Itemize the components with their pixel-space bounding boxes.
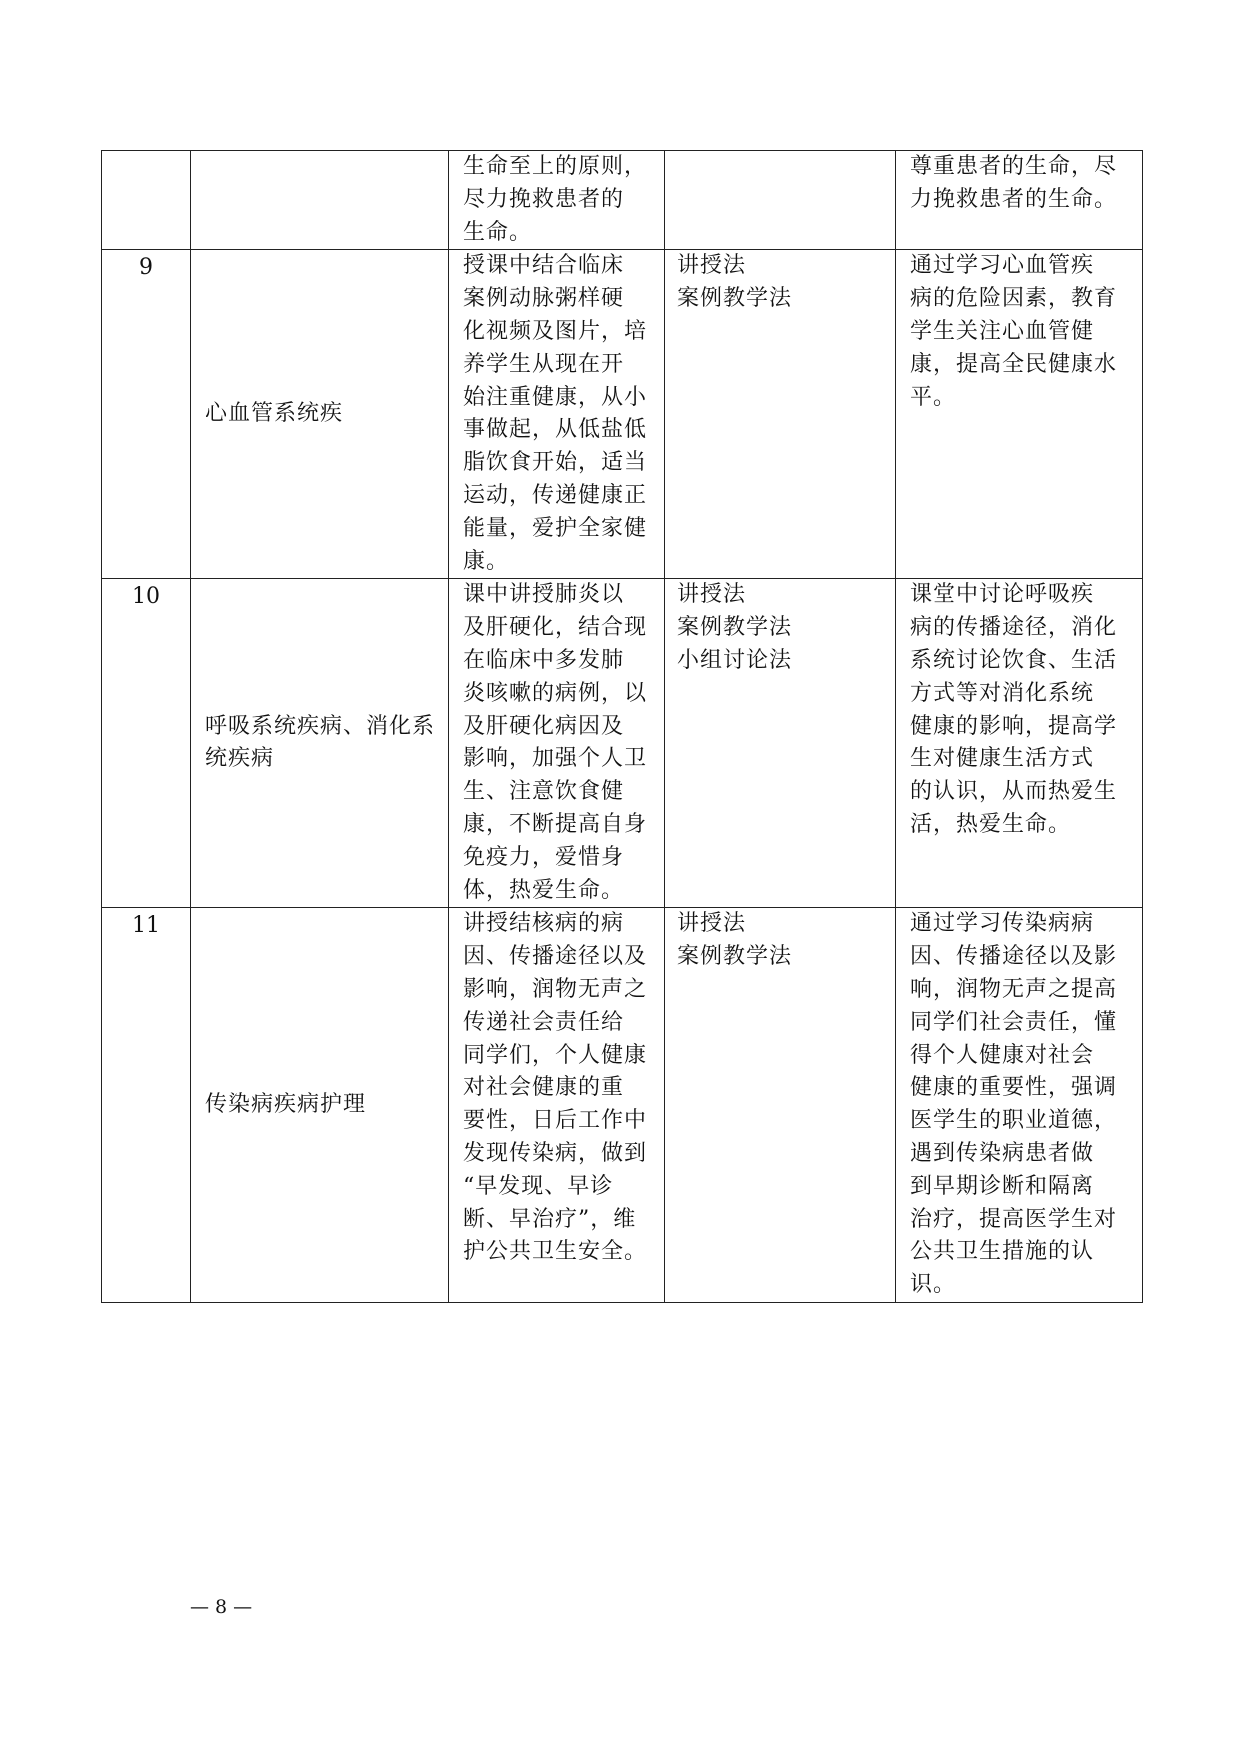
method-line: 案例教学法 bbox=[677, 615, 793, 641]
goal-line: 响，润物无声之提高 bbox=[910, 976, 1118, 1002]
goal-line: 健康的影响，提高学 bbox=[910, 713, 1118, 739]
goal-line: 得个人健康对社会 bbox=[910, 1042, 1095, 1068]
content-line: 生、注意饮食健 bbox=[463, 779, 625, 805]
content-line: 康。 bbox=[463, 548, 510, 574]
goal-line: 遇到传染病患者做 bbox=[910, 1140, 1095, 1166]
goal-line: 平。 bbox=[910, 384, 957, 410]
content-line: 案例动脉粥样硬 bbox=[463, 286, 625, 312]
row-topic: 心血管系统疾 bbox=[191, 250, 449, 579]
method-line: 小组讨论法 bbox=[677, 647, 793, 673]
goal-line: 力挽救患者的生命。 bbox=[910, 186, 1118, 212]
row-number bbox=[102, 151, 191, 250]
content-line: 讲授结核病的病 bbox=[463, 911, 625, 937]
content-line: 传递社会责任给 bbox=[463, 1009, 625, 1035]
goal-line: 到早期诊断和隔离 bbox=[910, 1173, 1095, 1199]
row-methods bbox=[665, 151, 896, 250]
goal-line: 治疗，提高医学生对 bbox=[910, 1206, 1118, 1232]
method-line: 案例教学法 bbox=[677, 286, 793, 312]
content-line: 及肝硬化病因及 bbox=[463, 713, 625, 739]
content-line: 影响，润物无声之 bbox=[463, 976, 648, 1002]
goal-line: 的认识，从而热爱生 bbox=[910, 779, 1118, 805]
row-number: 11 bbox=[102, 908, 191, 1303]
content-line: 同学们，个人健康 bbox=[463, 1042, 648, 1068]
row-goal bbox=[896, 579, 1143, 908]
content-line: 生命。 bbox=[463, 219, 533, 245]
table-row bbox=[102, 579, 1143, 908]
content-line: 尽力挽救患者的 bbox=[463, 186, 625, 212]
goal-line: 健康的重要性，强调 bbox=[910, 1075, 1118, 1101]
row-content bbox=[449, 151, 665, 250]
row-goal bbox=[896, 908, 1143, 1303]
row-number: 9 bbox=[102, 250, 191, 579]
content-line: 在临床中多发肺 bbox=[463, 647, 625, 673]
content-line: 护公共卫生安全。 bbox=[463, 1239, 648, 1265]
goal-line: 尊重患者的生命，尽 bbox=[910, 154, 1118, 179]
content-line: 要性，日后工作中 bbox=[463, 1108, 648, 1134]
content-line: 能量，爱护全家健 bbox=[463, 515, 648, 541]
content-line: 炎咳嗽的病例，以 bbox=[463, 680, 648, 706]
row-topic bbox=[191, 151, 449, 250]
goal-line: 病的传播途径，消化 bbox=[910, 615, 1118, 641]
content-line: 断、早治疗”，维 bbox=[463, 1206, 637, 1232]
content-line: 生命至上的原则， bbox=[463, 154, 648, 179]
content-line: 免疫力，爱惜身 bbox=[463, 844, 625, 870]
content-line: 脂饮食开始，适当 bbox=[463, 450, 648, 476]
content-line: 影响，加强个人卫 bbox=[463, 746, 648, 772]
goal-line: 同学们社会责任，懂 bbox=[910, 1009, 1118, 1035]
table-row bbox=[102, 250, 1143, 579]
content-line: 体，热爱生命。 bbox=[463, 877, 625, 903]
course-table bbox=[101, 150, 1143, 1303]
method-line: 讲授法 bbox=[677, 253, 747, 279]
method-line: 讲授法 bbox=[677, 582, 747, 608]
goal-line: 生对健康生活方式 bbox=[910, 746, 1095, 772]
goal-line: 病的危险因素，教育 bbox=[910, 286, 1118, 312]
row-methods bbox=[665, 908, 896, 1303]
goal-line: 公共卫生措施的认 bbox=[910, 1239, 1095, 1265]
content-line: 及肝硬化，结合现 bbox=[463, 615, 648, 641]
content-line: 康，不断提高自身 bbox=[463, 811, 648, 837]
goal-line: 识。 bbox=[910, 1272, 957, 1298]
page-number: — 8 — bbox=[190, 1596, 253, 1618]
row-methods bbox=[665, 579, 896, 908]
row-content bbox=[449, 579, 665, 908]
goal-line: 课堂中讨论呼吸疾 bbox=[910, 582, 1095, 608]
goal-line: 康，提高全民健康水 bbox=[910, 351, 1118, 377]
table-row bbox=[102, 908, 1143, 1303]
content-line: 发现传染病，做到 bbox=[463, 1140, 648, 1166]
content-line: 课中讲授肺炎以 bbox=[463, 582, 625, 608]
row-methods bbox=[665, 250, 896, 579]
row-topic: 传染病疾病护理 bbox=[191, 908, 449, 1303]
goal-line: 医学生的职业道德， bbox=[910, 1108, 1118, 1134]
table-row bbox=[102, 151, 1143, 250]
content-line: “早发现、早诊 bbox=[463, 1173, 614, 1199]
goal-line: 因、传播途径以及影 bbox=[910, 944, 1118, 970]
content-line: 始注重健康，从小 bbox=[463, 384, 648, 410]
content-line: 事做起，从低盐低 bbox=[463, 417, 648, 443]
row-goal bbox=[896, 250, 1143, 579]
row-content bbox=[449, 908, 665, 1303]
content-line: 授课中结合临床 bbox=[463, 253, 625, 279]
row-goal bbox=[896, 151, 1143, 250]
method-line: 讲授法 bbox=[677, 911, 747, 937]
content-line: 因、传播途径以及 bbox=[463, 944, 648, 970]
goal-line: 通过学习心血管疾 bbox=[910, 253, 1095, 279]
goal-line: 活，热爱生命。 bbox=[910, 811, 1072, 837]
row-content bbox=[449, 250, 665, 579]
content-line: 对社会健康的重 bbox=[463, 1075, 625, 1101]
goal-line: 通过学习传染病病 bbox=[910, 911, 1095, 937]
method-line: 案例教学法 bbox=[677, 944, 793, 970]
content-line: 养学生从现在开 bbox=[463, 351, 625, 377]
content-line: 化视频及图片，培 bbox=[463, 318, 648, 344]
goal-line: 学生关注心血管健 bbox=[910, 318, 1095, 344]
content-line: 运动，传递健康正 bbox=[463, 482, 648, 508]
goal-line: 方式等对消化系统 bbox=[910, 680, 1095, 706]
goal-line: 系统讨论饮食、生活 bbox=[910, 647, 1118, 673]
row-topic: 呼吸系统疾病、消化系统疾病 bbox=[191, 579, 449, 908]
row-number: 10 bbox=[102, 579, 191, 908]
